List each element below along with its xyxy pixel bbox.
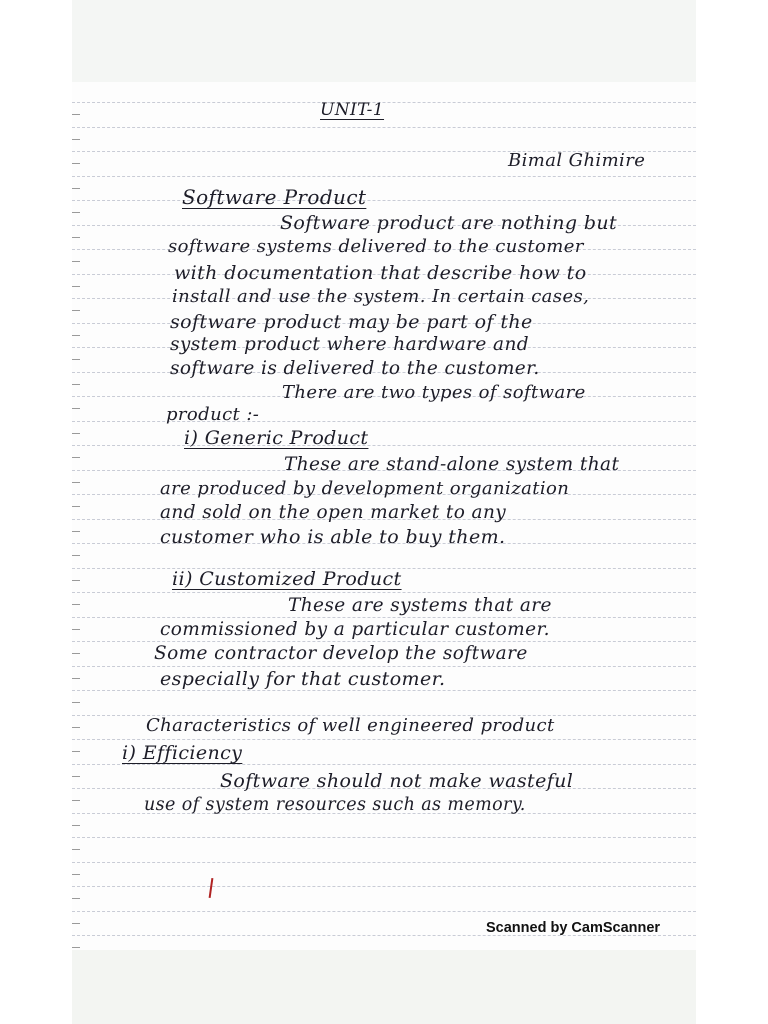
paragraph-1-line: install and use the system. In certain cases,: [172, 286, 590, 307]
margin-tick: [72, 506, 80, 507]
margin-tick: [72, 629, 80, 630]
margin-tick: [72, 359, 80, 360]
ruled-line: [72, 176, 696, 177]
margin-tick: [72, 898, 80, 899]
ruled-line: [72, 862, 696, 863]
paragraph-1-line: software product may be part of the: [170, 311, 533, 333]
efficiency-heading: i) Efficiency: [122, 742, 243, 764]
ruled-line: [72, 739, 696, 740]
margin-tick: [72, 310, 80, 311]
camscanner-watermark: Scanned by CamScanner: [486, 920, 661, 936]
margin-tick: [72, 212, 80, 213]
ruled-line: [72, 445, 696, 446]
red-pen-mark: [209, 878, 214, 898]
margin-tick: [72, 384, 80, 385]
types-intro-line: There are two types of software: [282, 382, 586, 403]
margin-tick: [72, 947, 80, 948]
ruled-line: [72, 886, 696, 887]
margin-tick: [72, 825, 80, 826]
generic-line: and sold on the open market to any: [160, 502, 507, 523]
margin-tick: [72, 751, 80, 752]
customized-line: especially for that customer.: [160, 668, 446, 690]
margin-tick: [72, 678, 80, 679]
customized-line: commissioned by a particular customer.: [160, 619, 550, 640]
margin-tick: [72, 335, 80, 336]
margin-tick: [72, 604, 80, 605]
customized-line: These are systems that are: [288, 595, 552, 616]
ruled-line: [72, 666, 696, 667]
paragraph-1-line: software is delivered to the customer.: [170, 358, 540, 379]
margin-tick: [72, 874, 80, 875]
margin-tick: [72, 188, 80, 189]
margin-tick: [72, 237, 80, 238]
ruled-line: [72, 690, 696, 691]
margin-tick: [72, 261, 80, 262]
ruled-line: [72, 592, 696, 593]
generic-line: These are stand-alone system that: [284, 454, 620, 475]
ruled-line: [72, 127, 696, 128]
paragraph-1-line: system product where hardware and: [170, 334, 530, 355]
efficiency-line: use of system resources such as memory.: [144, 795, 526, 815]
ruled-line: [72, 617, 696, 618]
margin-tick: [72, 800, 80, 801]
ruled-line: [72, 641, 696, 642]
margin-tick: [72, 457, 80, 458]
margin-tick: [72, 580, 80, 581]
margin-tick: [72, 286, 80, 287]
unit-heading: UNIT-1: [320, 100, 385, 120]
margin-tick: [72, 923, 80, 924]
margin-tick: [72, 408, 80, 409]
margin-tick: [72, 139, 80, 140]
generic-line: are produced by development organization: [160, 478, 570, 499]
section-title: Software Product: [182, 185, 367, 209]
ruled-line: [72, 911, 696, 912]
generic-line: customer who is able to buy them.: [160, 526, 506, 548]
scan-top-margin: [72, 0, 696, 82]
characteristics-heading: Characteristics of well engineered product: [146, 715, 555, 736]
margin-tick: [72, 433, 80, 434]
paragraph-1-line: Software product are nothing but: [280, 212, 618, 234]
ruled-line: [72, 837, 696, 838]
ruled-line: [72, 200, 696, 201]
notebook-page: [72, 82, 696, 950]
margin-tick: [72, 531, 80, 532]
margin-tick: [72, 482, 80, 483]
margin-tick: [72, 702, 80, 703]
types-intro-line: product :-: [166, 404, 260, 425]
customized-product-heading: ii) Customized Product: [172, 568, 402, 590]
margin-tick: [72, 163, 80, 164]
author-name: Bimal Ghimire: [508, 150, 646, 171]
margin-tick: [72, 727, 80, 728]
paragraph-1-line: software systems delivered to the customer: [168, 236, 584, 257]
scan-bottom-margin: [72, 950, 696, 1024]
margin-tick: [72, 653, 80, 654]
efficiency-line: Software should not make wasteful: [220, 770, 574, 792]
customized-line: Some contractor develop the software: [154, 643, 528, 664]
generic-product-heading: i) Generic Product: [184, 427, 369, 449]
margin-tick: [72, 849, 80, 850]
margin-tick: [72, 555, 80, 556]
margin-tick: [72, 776, 80, 777]
paragraph-1-line: with documentation that describe how to: [174, 262, 587, 284]
margin-tick: [72, 114, 80, 115]
